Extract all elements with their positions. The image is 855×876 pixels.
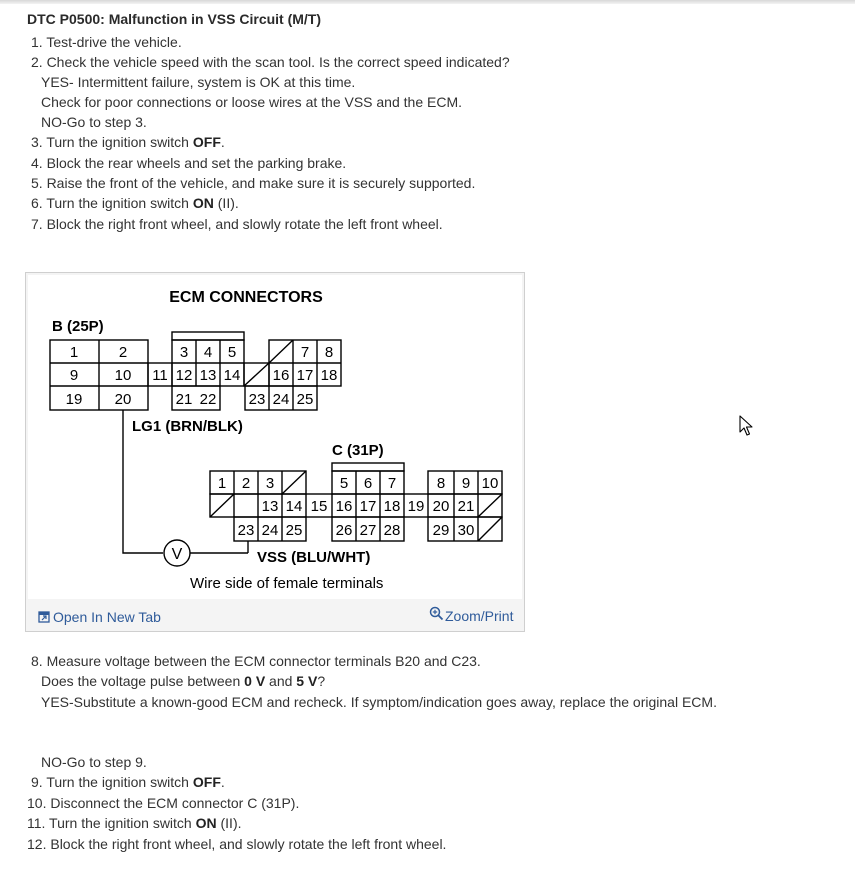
c-cell: 13 (261, 498, 279, 515)
c-cell: 10 (481, 475, 499, 492)
connector-c-label: C (31P) (332, 442, 384, 459)
b-cell: 1 (69, 344, 79, 361)
diagram-caption: Wire side of female terminals (190, 575, 384, 592)
c-cell: 21 (457, 498, 475, 515)
b-cell: 8 (324, 344, 334, 361)
step-2-yes-detail: Check for poor connections or loose wires at the VSS and the ECM. (41, 94, 462, 110)
c-cell: 16 (335, 498, 353, 515)
b-cell: 5 (227, 344, 237, 361)
step-12: 12. Block the right front wheel, and slowly rotate the left front wheel. (27, 836, 447, 852)
step-9: 9. Turn the ignition switch OFF. (31, 774, 225, 790)
b-cell: 21 (175, 391, 193, 408)
open-in-new-tab-label: Open In New Tab (53, 609, 161, 625)
magnifier-plus-icon (429, 606, 444, 621)
c-cell: 2 (241, 475, 251, 492)
zoom-print-label: Zoom/Print (445, 608, 514, 624)
c-cell: 15 (310, 498, 328, 515)
b-cell: 24 (272, 391, 290, 408)
step-8-yes: YES-Substitute a known-good ECM and recheck. If symptom/indication goes away, replace the original ECM. (41, 694, 717, 710)
b-cell: 2 (118, 344, 128, 361)
c-cell: 28 (383, 522, 401, 539)
c-cell: 6 (363, 475, 373, 492)
lg1-wire-label: LG1 (BRN/BLK) (132, 418, 243, 435)
b-cell: 20 (114, 391, 132, 408)
zoom-print-link[interactable] (429, 606, 513, 624)
step-2-no: NO-Go to step 3. (41, 114, 147, 130)
step-7: 7. Block the right front wheel, and slowly rotate the left front wheel. (31, 216, 443, 232)
open-in-new-tab-link[interactable] (38, 609, 161, 625)
c-cell: 17 (359, 498, 377, 515)
b-cell: 7 (300, 344, 310, 361)
b-cell: 18 (320, 367, 338, 384)
b-cell: 14 (223, 367, 241, 384)
step-8-question: Does the voltage pulse between 0 V and 5 V? (41, 673, 326, 689)
b-cell: 3 (179, 344, 189, 361)
c-cell: 29 (432, 522, 450, 539)
page-title: DTC P0500: Malfunction in VSS Circuit (M/T) (27, 11, 322, 27)
c-cell: 25 (285, 522, 303, 539)
step-3: 3. Turn the ignition switch OFF. (31, 134, 225, 150)
c-cell: 26 (335, 522, 353, 539)
c-cell: 19 (407, 498, 425, 515)
c-cell: 5 (339, 475, 349, 492)
c-cell: 24 (261, 522, 279, 539)
b-cell: 25 (296, 391, 314, 408)
open-new-tab-icon (38, 611, 50, 623)
c-cell: 9 (461, 475, 471, 492)
c-cell: 3 (265, 475, 275, 492)
b-cell: 23 (248, 391, 266, 408)
step-11: 11. Turn the ignition switch ON (II). (27, 815, 242, 831)
c-cell: 30 (457, 522, 475, 539)
step-1: 1. Test-drive the vehicle. (31, 34, 182, 50)
diagram-heading: ECM CONNECTORS (169, 289, 323, 306)
b-cell: 4 (203, 344, 213, 361)
c-cell: 23 (237, 522, 255, 539)
b-cell: 16 (272, 367, 290, 384)
ecm-connector-figure (25, 272, 525, 632)
c-cell: 18 (383, 498, 401, 515)
step-4: 4. Block the rear wheels and set the parking brake. (31, 155, 347, 171)
step-2: 2. Check the vehicle speed with the scan tool. Is the correct speed indicated? (31, 54, 510, 70)
b-cell: 19 (65, 391, 83, 408)
b-cell: 17 (296, 367, 314, 384)
b-cell: 10 (114, 367, 132, 384)
step-2-yes: YES- Intermittent failure, system is OK at this time. (41, 74, 356, 90)
diagram-svg (28, 275, 522, 599)
mouse-pointer-icon (739, 415, 753, 437)
c-cell: 20 (432, 498, 450, 515)
ecm-connector-diagram (28, 275, 522, 599)
c-cell: 27 (359, 522, 377, 539)
b-cell: 9 (69, 367, 79, 384)
voltmeter-symbol: V (171, 546, 183, 563)
c-cell: 14 (285, 498, 303, 515)
step-8-no: NO-Go to step 9. (41, 754, 147, 770)
step-8: 8. Measure voltage between the ECM connector terminals B20 and C23. (31, 653, 481, 669)
b-cell: 11 (152, 367, 168, 384)
step-5: 5. Raise the front of the vehicle, and make sure it is securely supported. (31, 175, 476, 191)
c-cell: 7 (387, 475, 397, 492)
connector-b-label: B (25P) (52, 318, 104, 335)
step-6: 6. Turn the ignition switch ON (II). (31, 195, 239, 211)
c-cell: 8 (436, 475, 446, 492)
b-cell: 12 (175, 367, 193, 384)
top-shadow-bar (0, 0, 855, 4)
b-cell: 22 (199, 391, 217, 408)
b-cell: 13 (199, 367, 217, 384)
vss-wire-label: VSS (BLU/WHT) (257, 549, 371, 566)
step-10: 10. Disconnect the ECM connector C (31P). (27, 795, 300, 811)
c-cell: 1 (217, 475, 227, 492)
